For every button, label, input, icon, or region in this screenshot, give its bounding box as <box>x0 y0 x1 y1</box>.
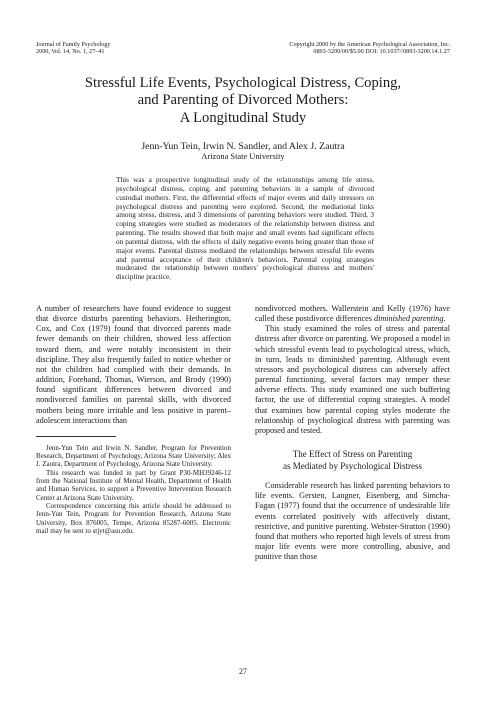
paragraph: Considerable research has linked parenting behaviors to life events. Gersten, Langner, Eisenberg, and Simcha-Fagan (1977) found that the occurrence of undesirable life events correlated positively with affectively distant, restrictive, and punitive parenting. Webster-Stratton (1990) found that mothers who reported high levels of stress from major life events were more controlling, abusive, and punitive than those <box>255 481 450 562</box>
section-heading-line: The Effect of Stress on Parenting <box>292 449 413 460</box>
emphasis-term: diminished parenting <box>373 314 444 324</box>
title-line: A Longitudinal Study <box>179 109 307 126</box>
text-run: nondivorced mothers. Wallerstein and Kelly (1976) have called these postdivorce differences <box>255 304 450 324</box>
journal-volume: 2000, Vol. 14, No. 1, 27–41 <box>36 48 105 56</box>
section-heading <box>255 448 450 472</box>
left-body <box>36 304 231 426</box>
journal-name: Journal of Family Psychology <box>36 41 111 48</box>
author-list: Jenn-Yun Tein, Irwin N. Sandler, and Alex J. Zautra <box>141 141 345 152</box>
right-column <box>255 304 450 562</box>
footnote-affiliation: Jenn-Yun Tein and Irwin N. Sandler, Program for Prevention Research, Department of Psychology, Arizona State University; Alex J. Zautra, Department of Psychology, Arizona State University. <box>36 443 231 469</box>
section-heading-line: as Mediated by Psychological Distress <box>283 461 422 472</box>
footnote-correspondence: Correspondence concerning this article should be addressed to Jenn-Yun Tein, Program for Prevention Research, Arizona State University, Box 876005, Tempe, Arizona 85287-6005. Electronic mail may be sent to stjyt@asu.edu. <box>36 501 231 535</box>
footnote-funding: This research was funded in part by Grant P30-MH39246-12 from the National Institute of Mental Health, Department of Health and Human Services, to support a Preventive Intervention Research Center at Arizona State University. <box>36 468 231 502</box>
page-number: 27 <box>239 667 247 676</box>
paragraph: A number of researchers have found evidence to suggest that divorce disturbs parenting behaviors. Hetherington, Cox, and Cox (1979) found that divorced parents made fewer demands on their children, showed less affection toward them, and were notably inconsistent in their discipline. They also frequently failed to notice whether or not the children had complied with their demands. In addition, Forehand, Thomas, Wierson, and Brody (1990) found significant differences between divorced and nondivorced families on parental skills, with divorced mothers being more irritable and less positive in parent–adolescent interactions than <box>36 304 231 425</box>
affiliation: Arizona State University <box>201 152 285 161</box>
article-title <box>20 75 466 127</box>
abstract: This was a prospective longitudinal study of the relationships among life stress, psychological distress, coping, and parenting behaviors in a sample of divorced custodial mothers. First, the differential effects of major events and daily stressors on psychological distress and parenting were explored. Second, the mediational links among stress, distress, and 3 dimensions of parenting behaviors were studied. Third, 3 coping strategies were studied as moderators of the relationship between distress and parenting. The results showed that both major and small events had significant effects on parental distress, with the effects of daily negative events being greater than those of major events. Parental distress mediated the relationships between stressful life events and parental acceptance of their children's behaviors. Parental coping strategies moderated the relationship between mothers' psychological distress and mothers' discipline practice. <box>116 175 374 282</box>
paragraph: This study examined the roles of stress and parental distress after divorce on parenting. We proposed a model in which stressful events lead to psychological stress, which, in turn, leads to diminished parenting. Although event stressors and psychological distress can adversely affect parental functioning, several factors may temper these adverse effects. This study examined one such buffering factor, the use of differential coping strategies. A model that examines how parental coping styles moderate the relationship of psychological distress with parenting was proposed and tested. <box>255 324 450 435</box>
journal-header <box>36 41 110 56</box>
doi-line: 0893-3200/00/$5.00 DOI: 10.1037//0893-3200.14.1.27 <box>313 48 450 56</box>
paragraph <box>255 304 450 324</box>
text-run: . <box>443 314 446 324</box>
title-line: and Parenting of Divorced Mothers: <box>137 92 349 109</box>
copyright-line: Copyright 2000 by the American Psychological Association, Inc. <box>289 41 450 48</box>
title-line: Stressful Life Events, Psychological Distress, Coping, <box>84 75 402 91</box>
footnotes <box>36 444 231 535</box>
footnote-rule <box>36 436 116 437</box>
left-column <box>36 304 231 535</box>
copyright-header <box>230 41 450 56</box>
